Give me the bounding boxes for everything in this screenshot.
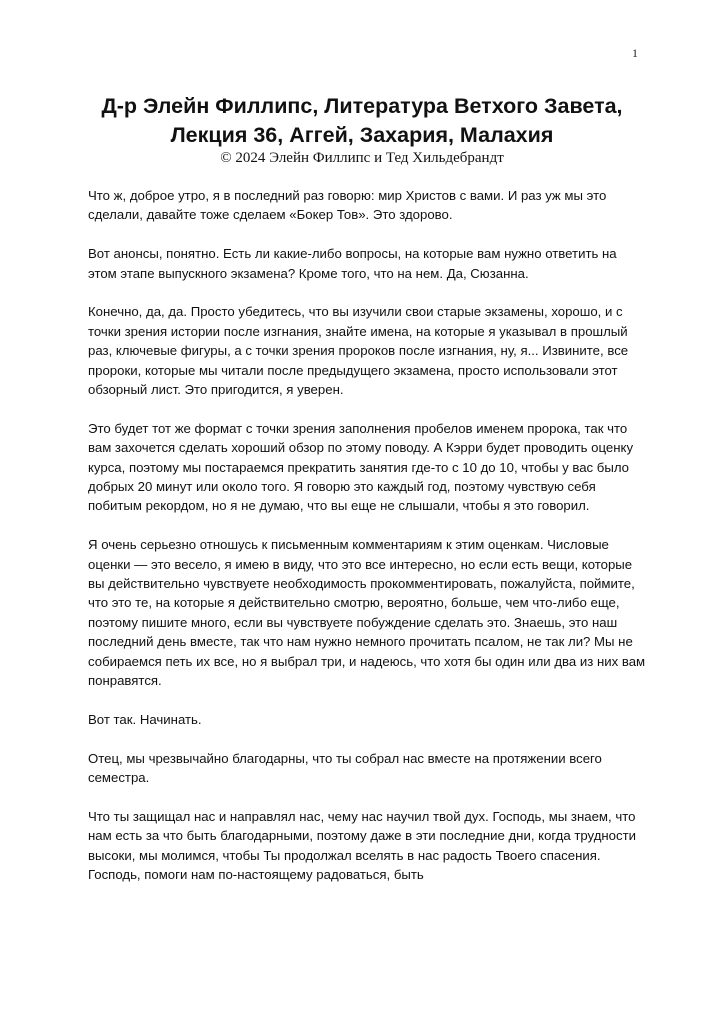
paragraph: Отец, мы чрезвычайно благодарны, что ты собрал нас вместе на протяжении всего семестра. — [88, 750, 602, 786]
title-line-2: Лекция 36, Аггей, Захария, Малахия — [170, 123, 554, 147]
title-line-1: Д-р Элейн Филлипс, Литература Ветхого Завета, — [101, 94, 623, 118]
paragraph: Это будет тот же формат с точки зрения заполнения пробелов именем пророка, так что вам захочется сделать хороший обзор по этому поводу. А Кэрри будет проводить оценку курса, поэтому мы постараемся прекратить занятия где-то с 10 до 10, чтобы у вас было добрых 20 минут или около того. Я говорю это каждый год, поэтому чувствую себя побитым рекордом, но я не думаю, что вы еще не слышали, чтобы я это говорил. — [88, 420, 634, 514]
page-number: 1 — [632, 46, 638, 60]
paragraph: Вот так. Начинать. — [88, 711, 202, 727]
paragraph: Что ты защищал нас и направлял нас, чему нас научил твой дух. Господь, мы знаем, что нам есть за что быть благодарными, поэтому даже в эти последние дни, когда трудности высоки, мы молимся, чтобы Ты продолжал вселять в нас радость Твоего спасения. Господь, помоги нам по-настоящему радоваться, быть — [88, 808, 637, 883]
page-title — [60, 92, 664, 150]
paragraph: Вот анонсы, понятно. Есть ли какие-либо вопросы, на которые вам нужно ответить на этом этапе выпускного экзамена? Кроме того, что на нем. Да, Сюзанна. — [88, 246, 617, 281]
transcript-body — [88, 186, 648, 904]
paragraph: Что ж, доброе утро, я в последний раз говорю: мир Христов с вами. И раз уж мы это сделали, давайте тоже сделаем «Бокер Тов». Это здорово. — [88, 188, 607, 223]
paragraph: Я очень серьезно отношусь к письменным комментариям к этим оценкам. Числовые оценки — это весело, я имею в виду, что это все интересно, но если есть вещи, которые вы действительно чувствуете необходимость прокомментировать, пожалуйста, поймите, что это те, на которые я действительно смотрю, вероятно, больше, чем что-либо еще, поэтому пишите много, если вы чувствуете побуждение сделать это. Знаешь, это наш последний день вместе, так что нам нужно немного прочитать псалом, не так ли? Мы не собираемся петь их все, но я выбрал три, и надеюсь, что хотя бы один или два из них вам понравятся. — [88, 537, 646, 689]
copyright-notice: © 2024 Элейн Филлипс и Тед Хильдебрандт — [220, 150, 504, 166]
paragraph: Конечно, да, да. Просто убедитесь, что вы изучили свои старые экзамены, хорошо, и с точки зрения истории после изгнания, знайте имена, на которые я указывал в прошлый раз, ключевые фигуры, а с точки зрения пророков после изгнания, ну, я... Извините, все пророки, которые мы читали после предыдущего экзамена, просто использовали этот обзорный лист. Это пригодится, я уверен. — [88, 304, 629, 398]
